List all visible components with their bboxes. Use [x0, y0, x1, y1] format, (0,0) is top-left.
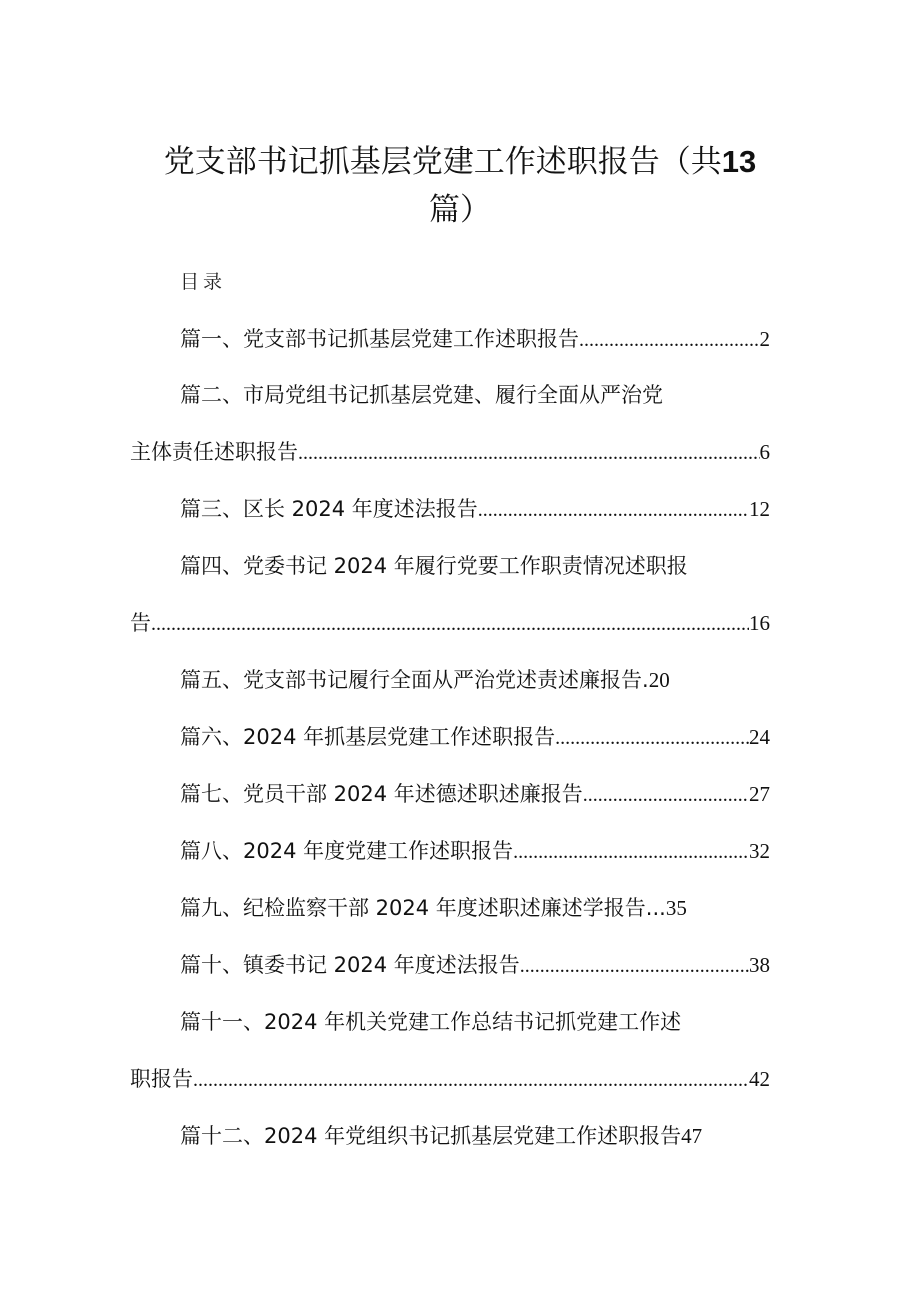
- toc-leader-dots: [151, 609, 749, 639]
- toc-entry-3[interactable]: [180, 494, 770, 524]
- toc-entry-title: 篇七、党员干部 2024 年述德述职述廉报告: [180, 782, 583, 806]
- toc-entry-page: 16: [749, 611, 770, 635]
- toc-entry-2[interactable]: [180, 380, 780, 410]
- toc-entry-title: 篇三、区长 2024 年度述法报告: [180, 497, 478, 521]
- toc-entry-title: 篇四、党委书记 2024 年履行党要工作职责情况述职报: [180, 554, 688, 578]
- toc-entry-page: 38: [749, 953, 770, 977]
- toc-entry-page: 12: [749, 497, 770, 521]
- toc-entry-title: 篇十一、2024 年机关党建工作总结书记抓党建工作述: [180, 1010, 682, 1034]
- toc-entry-page: 2: [759, 327, 770, 351]
- toc-leader-dots: [478, 495, 749, 525]
- toc-entry-8[interactable]: [180, 836, 770, 866]
- toc-entry-page: 47: [681, 1124, 703, 1148]
- toc-heading: 目录: [180, 271, 227, 293]
- toc-entry-page: 20: [648, 668, 670, 692]
- document-title: [130, 138, 790, 234]
- toc-entry-5[interactable]: [180, 665, 780, 695]
- toc-entry-title: 篇五、党支部书记履行全面从严治党述责述廉报告.: [180, 668, 649, 692]
- toc-entry-11-continued[interactable]: [130, 1064, 770, 1094]
- toc-entry-page: 32: [749, 839, 770, 863]
- toc-entry-title: 篇二、市局党组书记抓基层党建、履行全面从严治党: [180, 383, 663, 407]
- toc-entry-12[interactable]: [180, 1121, 780, 1151]
- title-text-end: 篇）: [429, 192, 491, 228]
- toc-entry-4[interactable]: [180, 551, 780, 581]
- toc-leader-dots: [298, 438, 760, 468]
- toc-entry-title: 篇一、党支部书记抓基层党建工作述职报告: [180, 327, 579, 351]
- toc-leader-dots: [579, 325, 760, 355]
- toc-entry-1[interactable]: [180, 324, 770, 354]
- toc-entry-page: 35: [665, 896, 687, 920]
- toc-entry-9[interactable]: [180, 893, 780, 923]
- toc-entry-page: 6: [759, 440, 770, 464]
- toc-entry-11[interactable]: [180, 1007, 780, 1037]
- toc-entry-title: 篇十二、2024 年党组织书记抓基层党建工作述职报告: [180, 1124, 682, 1148]
- toc-leader-dots: [520, 951, 749, 981]
- toc-entry-title: 篇十、镇委书记 2024 年度述法报告: [180, 953, 520, 977]
- toc-entry-4-continued[interactable]: [130, 608, 770, 638]
- toc-entry-title: 篇六、2024 年抓基层党建工作述职报告: [180, 725, 556, 749]
- title-text: 党支部书记抓基层党建工作述职报告（共: [163, 144, 722, 180]
- toc-entry-title: 篇九、纪检监察干部 2024 年度述职述廉述学报告...: [180, 896, 666, 920]
- toc-entry-7[interactable]: [180, 779, 770, 809]
- toc-leader-dots: [555, 723, 749, 753]
- toc-leader-dots: [193, 1065, 749, 1095]
- toc-entry-page: 24: [749, 725, 770, 749]
- title-count: 13: [721, 144, 757, 179]
- toc-entry-title: 篇八、2024 年度党建工作述职报告: [180, 839, 514, 863]
- toc-entry-title: 告: [130, 611, 151, 635]
- toc-entry-6[interactable]: [180, 722, 770, 752]
- toc-leader-dots: [583, 780, 749, 810]
- toc-entry-2-continued[interactable]: [130, 437, 770, 467]
- toc-entry-page: 27: [749, 782, 770, 806]
- toc-entry-page: 42: [749, 1067, 770, 1091]
- toc-entry-10[interactable]: [180, 950, 770, 980]
- toc-leader-dots: [513, 837, 749, 867]
- toc-entry-title: 主体责任述职报告: [130, 440, 298, 464]
- toc-entry-title: 职报告: [130, 1067, 193, 1091]
